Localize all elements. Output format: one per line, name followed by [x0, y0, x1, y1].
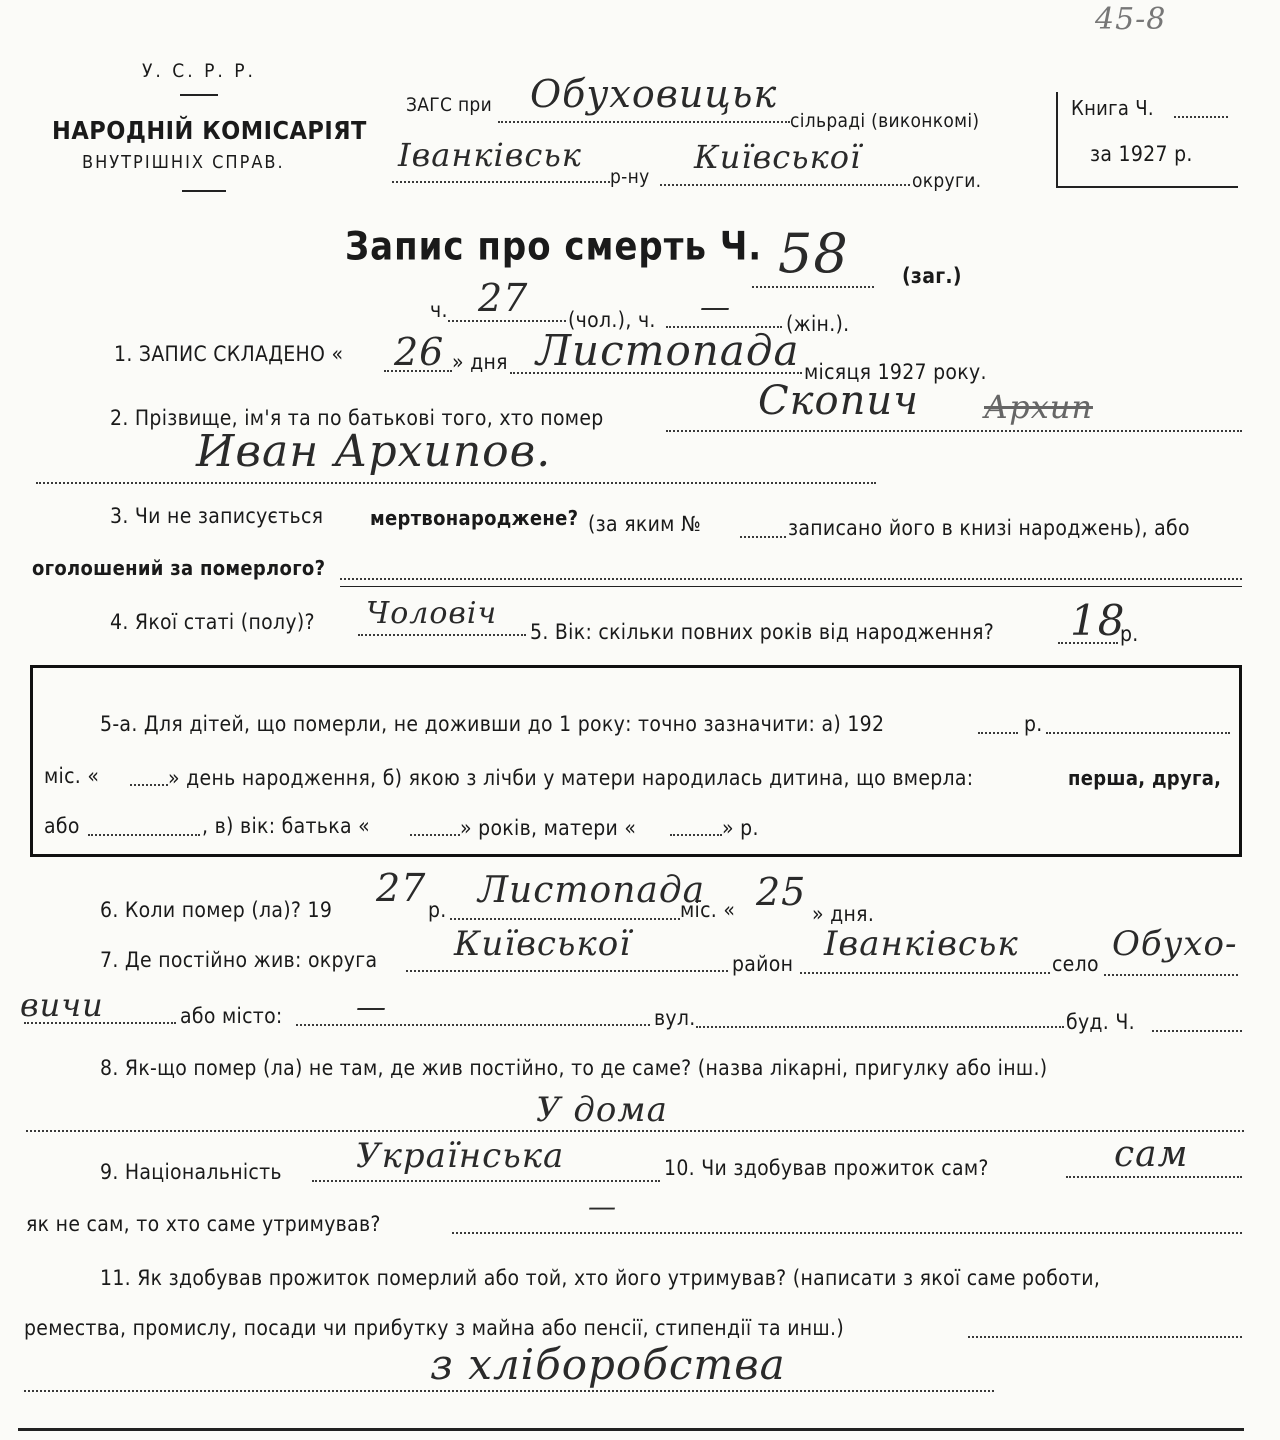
item7-village-label: село: [1052, 952, 1099, 976]
zags-village-suffix: сільраді (виконкомі): [790, 110, 980, 132]
item5a-line3-d: » р.: [722, 816, 759, 840]
item4-value: Чоловіч: [366, 596, 498, 631]
item9-label: 9. Національність: [100, 1160, 282, 1184]
item7-house-line: [1152, 1030, 1242, 1032]
item7-raion-label: район: [732, 952, 794, 976]
item11-line2: ремества, промислу, посади чи прибутку з майна або пенсії, стипендії та инш.): [24, 1316, 844, 1340]
item7-street-line: [696, 1026, 1064, 1028]
item5a-line3-a: або: [44, 814, 80, 838]
book-box-left-border: [1056, 92, 1058, 188]
item5a-line2-a: міс. «: [44, 764, 100, 788]
record-female-label: (жін.).: [786, 312, 850, 336]
item8-value: У дома: [536, 1090, 668, 1130]
zags-raion-value: Іванківськ: [398, 136, 582, 174]
item5a-line3-c: » років, матери «: [460, 816, 637, 840]
zags-village-value: Обуховицьк: [530, 72, 778, 116]
zags-raion-line: [392, 181, 610, 183]
item6-month-value: Листопада: [478, 870, 706, 911]
item2-label: 2. Прізвище, ім'я та по батькові того, хто помер: [110, 406, 604, 430]
item3-label-d: записано його в книзі народжень), або: [788, 516, 1190, 540]
item11-line1: 11. Як здобував прожиток померлий або той, хто його утримував? (написати з якої саме роботи,: [100, 1266, 1101, 1290]
header-ussr: У. С. Р. Р.: [142, 60, 256, 82]
item7-raion-line: [800, 972, 1050, 974]
item5a-line1: 5-а. Для дітей, що померли, не доживши до 1 року: точно зазначити: а) 192: [100, 712, 885, 736]
item3-number-line: [740, 536, 786, 538]
item5a-line2-c: перша, друга,: [1068, 766, 1222, 790]
item4-label: 4. Якої статі (полу)?: [110, 610, 315, 634]
item2-line1: [666, 430, 1242, 432]
zags-okruha-label: округи.: [912, 170, 982, 192]
item6-label: 6. Коли помер (ла)? 19: [100, 898, 333, 922]
header-commissariat: НАРОДНІЙ КОМІСАРІЯТ: [52, 116, 367, 145]
item1-label: 1. ЗАПИС СКЛАДЕНО «: [114, 342, 344, 366]
item7-okruha-line: [406, 970, 728, 972]
item3-label-c: (за яким №: [588, 512, 701, 536]
item5a-line2-b: » день народження, б) якою з лічби у матери народилась дитина, що вмерла:: [168, 766, 974, 790]
item3-label-a: 3. Чи не записується: [110, 504, 324, 528]
item5a-mother-line: [670, 834, 722, 836]
item7-city-label: або місто:: [180, 1004, 283, 1028]
item7-street-label: вул.: [654, 1006, 696, 1030]
item7-village-line: [1104, 974, 1238, 976]
item5-value: 18: [1070, 596, 1126, 645]
item8-line: [26, 1130, 1244, 1132]
item5-unit: р.: [1120, 622, 1139, 646]
record-title: Запис про смерть Ч.: [345, 224, 763, 270]
zags-village-line: [498, 121, 790, 123]
record-number-value: 58: [778, 222, 849, 285]
item7-label: 7. Де постійно жив: округа: [100, 948, 378, 972]
page-bottom-rule: [18, 1428, 1244, 1431]
zags-okruha-line: [660, 184, 910, 186]
record-male-value: 27: [478, 276, 529, 320]
record-number-line: [752, 286, 874, 288]
item5a-day-line: [130, 784, 168, 786]
book-label: Книга Ч.: [1071, 96, 1154, 120]
item7-house-label: буд. Ч.: [1066, 1010, 1135, 1034]
item10-supporter-line: [452, 1232, 1242, 1234]
item7-village2-value: вичи: [20, 986, 104, 1024]
item7-raion-value: Іванківськ: [824, 924, 1019, 964]
item5a-line3-b: , в) вік: батька «: [202, 814, 370, 838]
item1-month-value: Листопада: [536, 326, 800, 375]
item7-village-value: Обухо-: [1112, 924, 1238, 964]
corner-archive-mark: 45-8: [1095, 2, 1167, 37]
zags-raion-label: р-ну: [610, 166, 650, 188]
item10-label: 10. Чи здобував прожиток сам?: [664, 1156, 989, 1180]
item6-month-suffix: міс. «: [680, 898, 736, 922]
item9-line: [312, 1180, 660, 1182]
record-male-label: (чол.), ч.: [568, 308, 656, 332]
item10-supporter-value: —: [588, 1190, 617, 1223]
item7-okruha-value: Київської: [454, 924, 632, 964]
item5a-order-line: [88, 834, 200, 836]
item2-surname-value: Скопич: [758, 378, 919, 424]
item7-city-value: —: [356, 990, 387, 1025]
header-dash-top: [180, 94, 218, 96]
zags-label: ЗАГС при: [406, 94, 492, 116]
item10-supporter-label: як не сам, то хто саме утримував?: [26, 1212, 381, 1236]
zags-okruha-value: Київської: [694, 138, 862, 176]
record-female-value: —: [700, 290, 731, 325]
item6-day-suffix: » дня.: [812, 902, 875, 926]
book-number-line: [1174, 116, 1228, 118]
book-box-bottom-border: [1056, 186, 1238, 188]
item5a-year-line: [978, 732, 1018, 734]
item6-year-suffix: р.: [428, 898, 447, 922]
record-ch-label: ч.: [430, 298, 448, 322]
item2-line2: [36, 482, 876, 484]
item2-name-value: Иван Архипов.: [196, 426, 552, 477]
item10-value: сам: [1114, 1134, 1189, 1175]
item1-year: місяця 1927 року.: [804, 360, 987, 384]
item1-day-suffix: » дня: [452, 350, 508, 374]
record-general-label: (заг.): [902, 264, 962, 288]
item5-label: 5. Вік: скільки повних років від народження?: [530, 620, 995, 644]
item6-year-value: 27: [376, 866, 427, 910]
item6-day-value: 25: [756, 870, 807, 914]
item3-declared-dead: оголошений за померлого?: [32, 556, 326, 580]
item7-city-line: [296, 1024, 650, 1026]
header-dash-bottom: [182, 190, 226, 192]
item8-label: 8. Як-що помер (ла) не там, де жив постійно, то де саме? (назва лікарні, пригулку або інш.): [100, 1056, 1048, 1080]
item9-value: Українська: [356, 1136, 565, 1176]
item2-struck-value: Архип: [984, 388, 1093, 426]
item10-line: [1066, 1176, 1242, 1178]
item6-month-line: [450, 918, 680, 920]
item11-line-a: [968, 1336, 1242, 1338]
book-year: за 1927 р.: [1090, 142, 1193, 166]
item3-underline: [340, 586, 1242, 587]
item5a-line1-tail: [1046, 732, 1230, 734]
item1-day-value: 26: [394, 330, 445, 374]
item3-stillborn: мертвонароджене?: [370, 506, 579, 530]
item11-value: з хліборобства: [430, 1340, 786, 1389]
header-dept: ВНУТРІШНІХ СПРАВ.: [82, 152, 285, 173]
record-male-line: [448, 320, 566, 322]
item4-line: [358, 634, 526, 636]
item5a-father-line: [410, 834, 460, 836]
item11-line-b: [24, 1390, 994, 1392]
item5a-line1-end: р.: [1024, 712, 1043, 736]
item3-declared-line: [340, 578, 1242, 580]
